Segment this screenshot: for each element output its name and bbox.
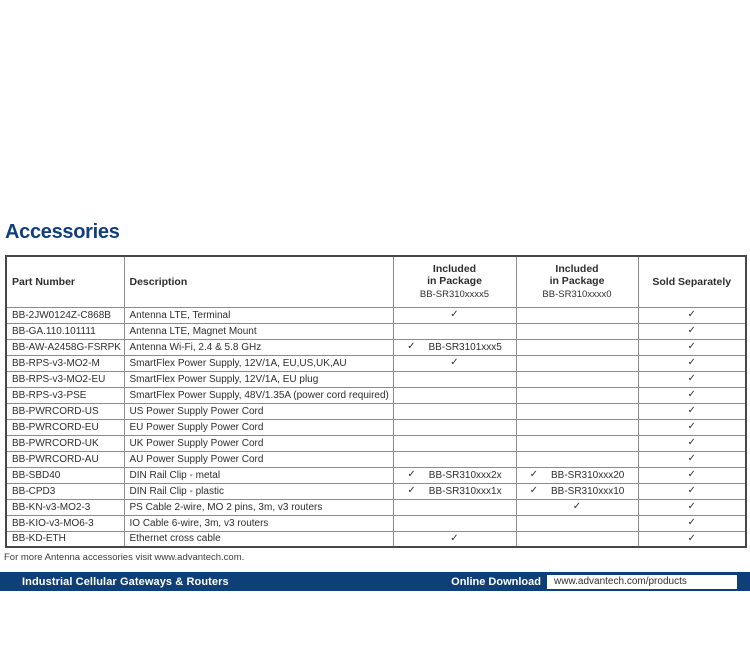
column-header-sold-separately: Sold Separately xyxy=(638,256,746,307)
table-row xyxy=(6,467,746,483)
package-variant-label: BB-SR310xxx2x xyxy=(428,469,502,481)
check-icon: ✓ xyxy=(687,485,696,496)
package-variant-label: BB-SR3101xxx5 xyxy=(428,341,502,353)
online-download-label: Online Download xyxy=(451,575,541,588)
included-xxxx0-cell xyxy=(516,499,638,515)
check-icon: ✓ xyxy=(687,453,696,464)
package-variant-label: BB-SR310xxx1x xyxy=(428,485,502,497)
check-icon: ✓ xyxy=(687,405,696,416)
included-xxxx5-cell xyxy=(393,403,516,419)
footer-download-group xyxy=(451,575,750,589)
included-xxxx5-cell xyxy=(393,339,516,355)
included-xxxx0-cell xyxy=(516,419,638,435)
accessories-table xyxy=(5,255,747,548)
description-cell: Antenna LTE, Magnet Mount xyxy=(124,323,393,339)
description-cell: US Power Supply Power Cord xyxy=(124,403,393,419)
column-header-description: Description xyxy=(124,256,393,307)
check-icon: ✓ xyxy=(407,485,416,496)
part-number-cell: BB-PWRCORD-US xyxy=(6,403,124,419)
table-row xyxy=(6,387,746,403)
included-xxxx5-cell xyxy=(393,435,516,451)
check-icon: ✓ xyxy=(572,501,582,512)
check-icon: ✓ xyxy=(450,309,459,320)
included-xxxx5-cell xyxy=(393,355,516,371)
included-xxxx0-cell xyxy=(516,339,638,355)
sold-separately-cell xyxy=(638,531,746,547)
description-cell: Ethernet cross cable xyxy=(124,531,393,547)
included-xxxx0-cell xyxy=(516,531,638,547)
table-row xyxy=(6,419,746,435)
description-cell: IO Cable 6-wire, 3m, v3 routers xyxy=(124,515,393,531)
check-icon: ✓ xyxy=(687,341,696,352)
column-header-part-number: Part Number xyxy=(6,256,124,307)
part-number-cell: BB-RPS-v3-MO2-EU xyxy=(6,371,124,387)
footer-product-family-label: Industrial Cellular Gateways & Routers xyxy=(22,575,229,588)
table-row xyxy=(6,499,746,515)
included-xxxx5-cell xyxy=(393,515,516,531)
sold-separately-cell xyxy=(638,307,746,323)
table-row xyxy=(6,435,746,451)
sold-separately-cell xyxy=(638,451,746,467)
sold-separately-cell xyxy=(638,419,746,435)
description-cell: DIN Rail Clip - plastic xyxy=(124,483,393,499)
included-xxxx5-cell xyxy=(393,387,516,403)
included-xxxx5-cell xyxy=(393,467,516,483)
sold-separately-cell xyxy=(638,515,746,531)
sold-separately-cell xyxy=(638,371,746,387)
check-icon: ✓ xyxy=(687,501,696,512)
accessories-table-body xyxy=(6,307,746,547)
part-number-cell: BB-2JW0124Z-C868B xyxy=(6,307,124,323)
check-icon: ✓ xyxy=(687,373,696,384)
download-url-link[interactable]: www.advantech.com/products xyxy=(547,575,737,589)
included-xxxx5-cell xyxy=(393,307,516,323)
check-icon: ✓ xyxy=(687,517,696,528)
included-xxxx0-cell xyxy=(516,451,638,467)
included-xxxx5-cell xyxy=(393,371,516,387)
included-xxxx0-cell xyxy=(516,355,638,371)
check-icon: ✓ xyxy=(687,389,696,400)
table-row xyxy=(6,515,746,531)
description-cell: AU Power Supply Power Cord xyxy=(124,451,393,467)
check-icon: ✓ xyxy=(687,421,696,432)
sold-separately-cell xyxy=(638,387,746,403)
part-number-cell: BB-CPD3 xyxy=(6,483,124,499)
description-cell: Antenna Wi-Fi, 2.4 & 5.8 GHz xyxy=(124,339,393,355)
sold-separately-cell xyxy=(638,355,746,371)
included-label-line1: Included xyxy=(555,263,599,276)
check-icon: ✓ xyxy=(687,469,696,480)
table-row xyxy=(6,371,746,387)
part-number-cell: BB-SBD40 xyxy=(6,467,124,483)
part-number-cell: BB-RPS-v3-MO2-M xyxy=(6,355,124,371)
table-row xyxy=(6,403,746,419)
sold-separately-cell xyxy=(638,483,746,499)
part-number-cell: BB-KN-v3-MO2-3 xyxy=(6,499,124,515)
included-xxxx5-cell xyxy=(393,531,516,547)
package-model-xxxx5: BB-SR310xxxx5 xyxy=(419,289,490,301)
part-number-cell: BB-KD-ETH xyxy=(6,531,124,547)
description-cell: DIN Rail Clip - metal xyxy=(124,467,393,483)
description-cell: UK Power Supply Power Cord xyxy=(124,435,393,451)
included-label-line2: in Package xyxy=(427,275,482,288)
included-xxxx0-cell xyxy=(516,307,638,323)
check-icon: ✓ xyxy=(529,469,538,480)
sold-separately-cell xyxy=(638,339,746,355)
table-header-row xyxy=(6,256,746,307)
check-icon: ✓ xyxy=(450,357,459,368)
table-row xyxy=(6,483,746,499)
description-cell: Antenna LTE, Terminal xyxy=(124,307,393,323)
sold-separately-cell xyxy=(638,499,746,515)
column-header-included-xxxx5 xyxy=(393,256,516,307)
table-row xyxy=(6,307,746,323)
description-cell: SmartFlex Power Supply, 48V/1.35A (power cord required) xyxy=(124,387,393,403)
included-xxxx0-cell xyxy=(516,387,638,403)
check-icon: ✓ xyxy=(687,309,696,320)
check-icon: ✓ xyxy=(407,469,416,480)
part-number-cell: BB-GA.110.101111 xyxy=(6,323,124,339)
package-variant-label: BB-SR310xxx10 xyxy=(551,485,625,497)
page-title: Accessories xyxy=(5,221,120,243)
part-number-cell: BB-KIO-v3-MO6-3 xyxy=(6,515,124,531)
sold-separately-cell xyxy=(638,323,746,339)
footer-bar xyxy=(0,572,750,591)
check-icon: ✓ xyxy=(450,532,459,544)
included-xxxx5-cell xyxy=(393,451,516,467)
included-label-line1: Included xyxy=(432,263,477,276)
included-xxxx5-cell xyxy=(393,483,516,499)
description-cell: SmartFlex Power Supply, 12V/1A, EU plug xyxy=(124,371,393,387)
included-xxxx5-cell xyxy=(393,499,516,515)
check-icon: ✓ xyxy=(687,437,696,448)
included-xxxx0-cell xyxy=(516,323,638,339)
included-xxxx0-cell xyxy=(516,483,638,499)
check-icon: ✓ xyxy=(687,325,696,336)
table-row xyxy=(6,323,746,339)
check-icon: ✓ xyxy=(529,485,538,496)
included-xxxx0-cell xyxy=(516,467,638,483)
check-icon: ✓ xyxy=(687,357,696,368)
table-row xyxy=(6,355,746,371)
antenna-footnote: For more Antenna accessories visit www.advantech.com. xyxy=(4,552,245,563)
column-header-included-xxxx0 xyxy=(516,256,638,307)
included-xxxx5-cell xyxy=(393,323,516,339)
part-number-cell: BB-PWRCORD-EU xyxy=(6,419,124,435)
table-row xyxy=(6,339,746,355)
part-number-cell: BB-PWRCORD-UK xyxy=(6,435,124,451)
description-cell: EU Power Supply Power Cord xyxy=(124,419,393,435)
check-icon: ✓ xyxy=(687,532,696,544)
included-xxxx0-cell xyxy=(516,435,638,451)
sold-separately-cell xyxy=(638,403,746,419)
included-xxxx0-cell xyxy=(516,515,638,531)
part-number-cell: BB-AW-A2458G-FSRPK xyxy=(6,339,124,355)
included-label-line2: in Package xyxy=(549,275,605,288)
included-xxxx0-cell xyxy=(516,403,638,419)
included-xxxx5-cell xyxy=(393,419,516,435)
sold-separately-cell xyxy=(638,435,746,451)
part-number-cell: BB-PWRCORD-AU xyxy=(6,451,124,467)
included-xxxx0-cell xyxy=(516,371,638,387)
table-row xyxy=(6,531,746,547)
package-variant-label: BB-SR310xxx20 xyxy=(551,469,625,481)
check-icon: ✓ xyxy=(407,341,416,352)
package-model-xxxx0: BB-SR310xxxx0 xyxy=(542,289,612,301)
description-cell: SmartFlex Power Supply, 12V/1A, EU,US,UK,AU xyxy=(124,355,393,371)
sold-separately-cell xyxy=(638,467,746,483)
part-number-cell: BB-RPS-v3-PSE xyxy=(6,387,124,403)
description-cell: PS Cable 2-wire, MO 2 pins, 3m, v3 routers xyxy=(124,499,393,515)
table-row xyxy=(6,451,746,467)
